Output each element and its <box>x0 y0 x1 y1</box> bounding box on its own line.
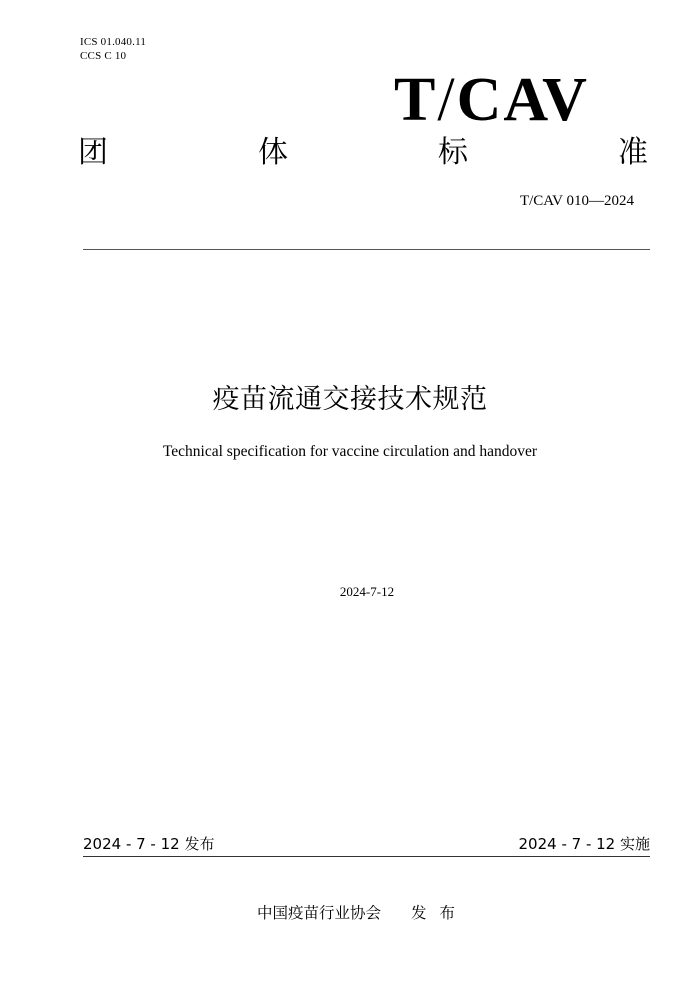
document-title-chinese: 疫苗流通交接技术规范 <box>212 384 488 415</box>
logo-slash: / <box>437 66 457 134</box>
publisher-verb: 发 布 <box>411 904 459 922</box>
standard-type-heading <box>78 134 648 172</box>
draft-date: 2024-7-12 <box>339 584 395 599</box>
standard-number: T/CAV 010—2024 <box>519 193 634 209</box>
document-title-english: Technical specification for vaccine circulation and handover <box>162 443 538 460</box>
tcav-logo <box>394 66 589 134</box>
standard-type-char: 准 <box>618 135 648 170</box>
ics-code: ICS 01.040.11 <box>80 36 147 48</box>
standard-type-char: 标 <box>438 135 468 170</box>
logo-cav: CAV <box>456 66 589 134</box>
standard-type-char: 体 <box>258 135 288 170</box>
bottom-divider <box>83 856 650 857</box>
ccs-code: CCS C 10 <box>80 50 127 62</box>
publisher-name: 中国疫苗行业协会 <box>257 904 382 922</box>
logo-t: T <box>394 66 438 134</box>
implement-date: 2024 - 7 - 12 实施 <box>518 835 650 853</box>
classification-codes <box>80 35 146 63</box>
publish-date: 2024 - 7 - 12 发布 <box>83 835 215 853</box>
top-divider <box>83 249 650 250</box>
publisher-line <box>0 903 700 923</box>
standard-type-char: 团 <box>78 135 108 170</box>
